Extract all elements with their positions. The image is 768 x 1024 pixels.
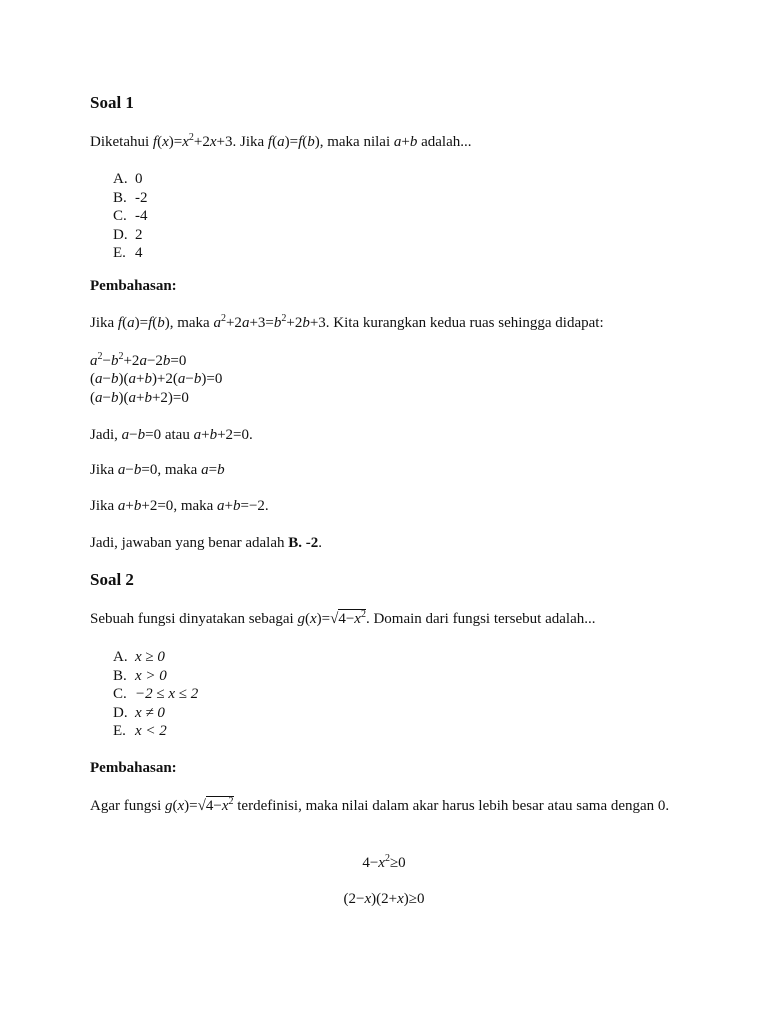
soal-2-pembahasan-title: Pembahasan: — [90, 760, 177, 776]
option-a: A. x ≥ 0 — [113, 649, 165, 665]
soal-1-pembahasan-title: Pembahasan: — [90, 278, 177, 294]
soal-1-answer: Jadi, jawaban yang benar adalah B. -2. — [90, 535, 322, 551]
soal-1-equation-2: (a−b)(a+b)+2(a−b)=0 — [90, 371, 223, 387]
option-d: D. 2 — [113, 226, 143, 243]
soal-1-equation-3: (a−b)(a+b+2)=0 — [90, 390, 189, 406]
soal-2-explanation: Agar fungsi $g(x)=√4-x^2$ terdefinisi, maka nilai dalam akar harus lebih besar atau sama dengan 0. — [90, 796, 670, 814]
soal-1-equation-1: $a^2-b^2+2a-2b=0$ — [90, 351, 187, 369]
soal-1-options — [113, 170, 148, 263]
soal-1-jadi-line: Jadi, a−b=0 atau a+b+2=0. — [90, 427, 253, 443]
soal-2-inequality-2: (2−x)(2+x)≥0 — [343, 891, 425, 907]
soal-2-inequality-1: $4-x^2\ge 0$ — [362, 853, 406, 871]
option-b: B. x > 0 — [113, 667, 167, 684]
soal-1-case-b: Jika a+b+2=0, maka a+b=−2. — [90, 498, 269, 514]
soal-1-step-intro: Jika f(a)=f(b), maka $a^2+2a+3=b^2+2b+3$. Kita kurangkan kedua ruas sehingga didapat: — [90, 313, 604, 331]
option-c: C. −2 ≤ x ≤ 2 — [113, 686, 199, 702]
option-a: A. 0 — [113, 171, 143, 187]
option-c: C. -4 — [113, 208, 148, 224]
soal-2-title: Soal 2 — [90, 570, 134, 589]
soal-1-question: Diketahui $f(x)=x^2+2x+3$. Jika f(a)=f(b), maka nilai a+b adalah... — [90, 132, 472, 150]
soal-2-question: Sebuah fungsi dinyatakan sebagai $g(x)=√4-x^2$. Domain dari fungsi tersebut adalah... — [90, 609, 596, 627]
soal-1-case-a: Jika a−b=0, maka a=b — [90, 462, 225, 478]
soal-1-answer-value: B. -2 — [288, 535, 319, 551]
soal-1-title: Soal 1 — [90, 93, 134, 112]
soal-2-options — [113, 648, 198, 741]
option-e: E. x < 2 — [113, 723, 167, 739]
option-d: D. x ≠ 0 — [113, 704, 165, 721]
option-b: B. -2 — [113, 189, 148, 206]
option-e: E. 4 — [113, 245, 143, 261]
